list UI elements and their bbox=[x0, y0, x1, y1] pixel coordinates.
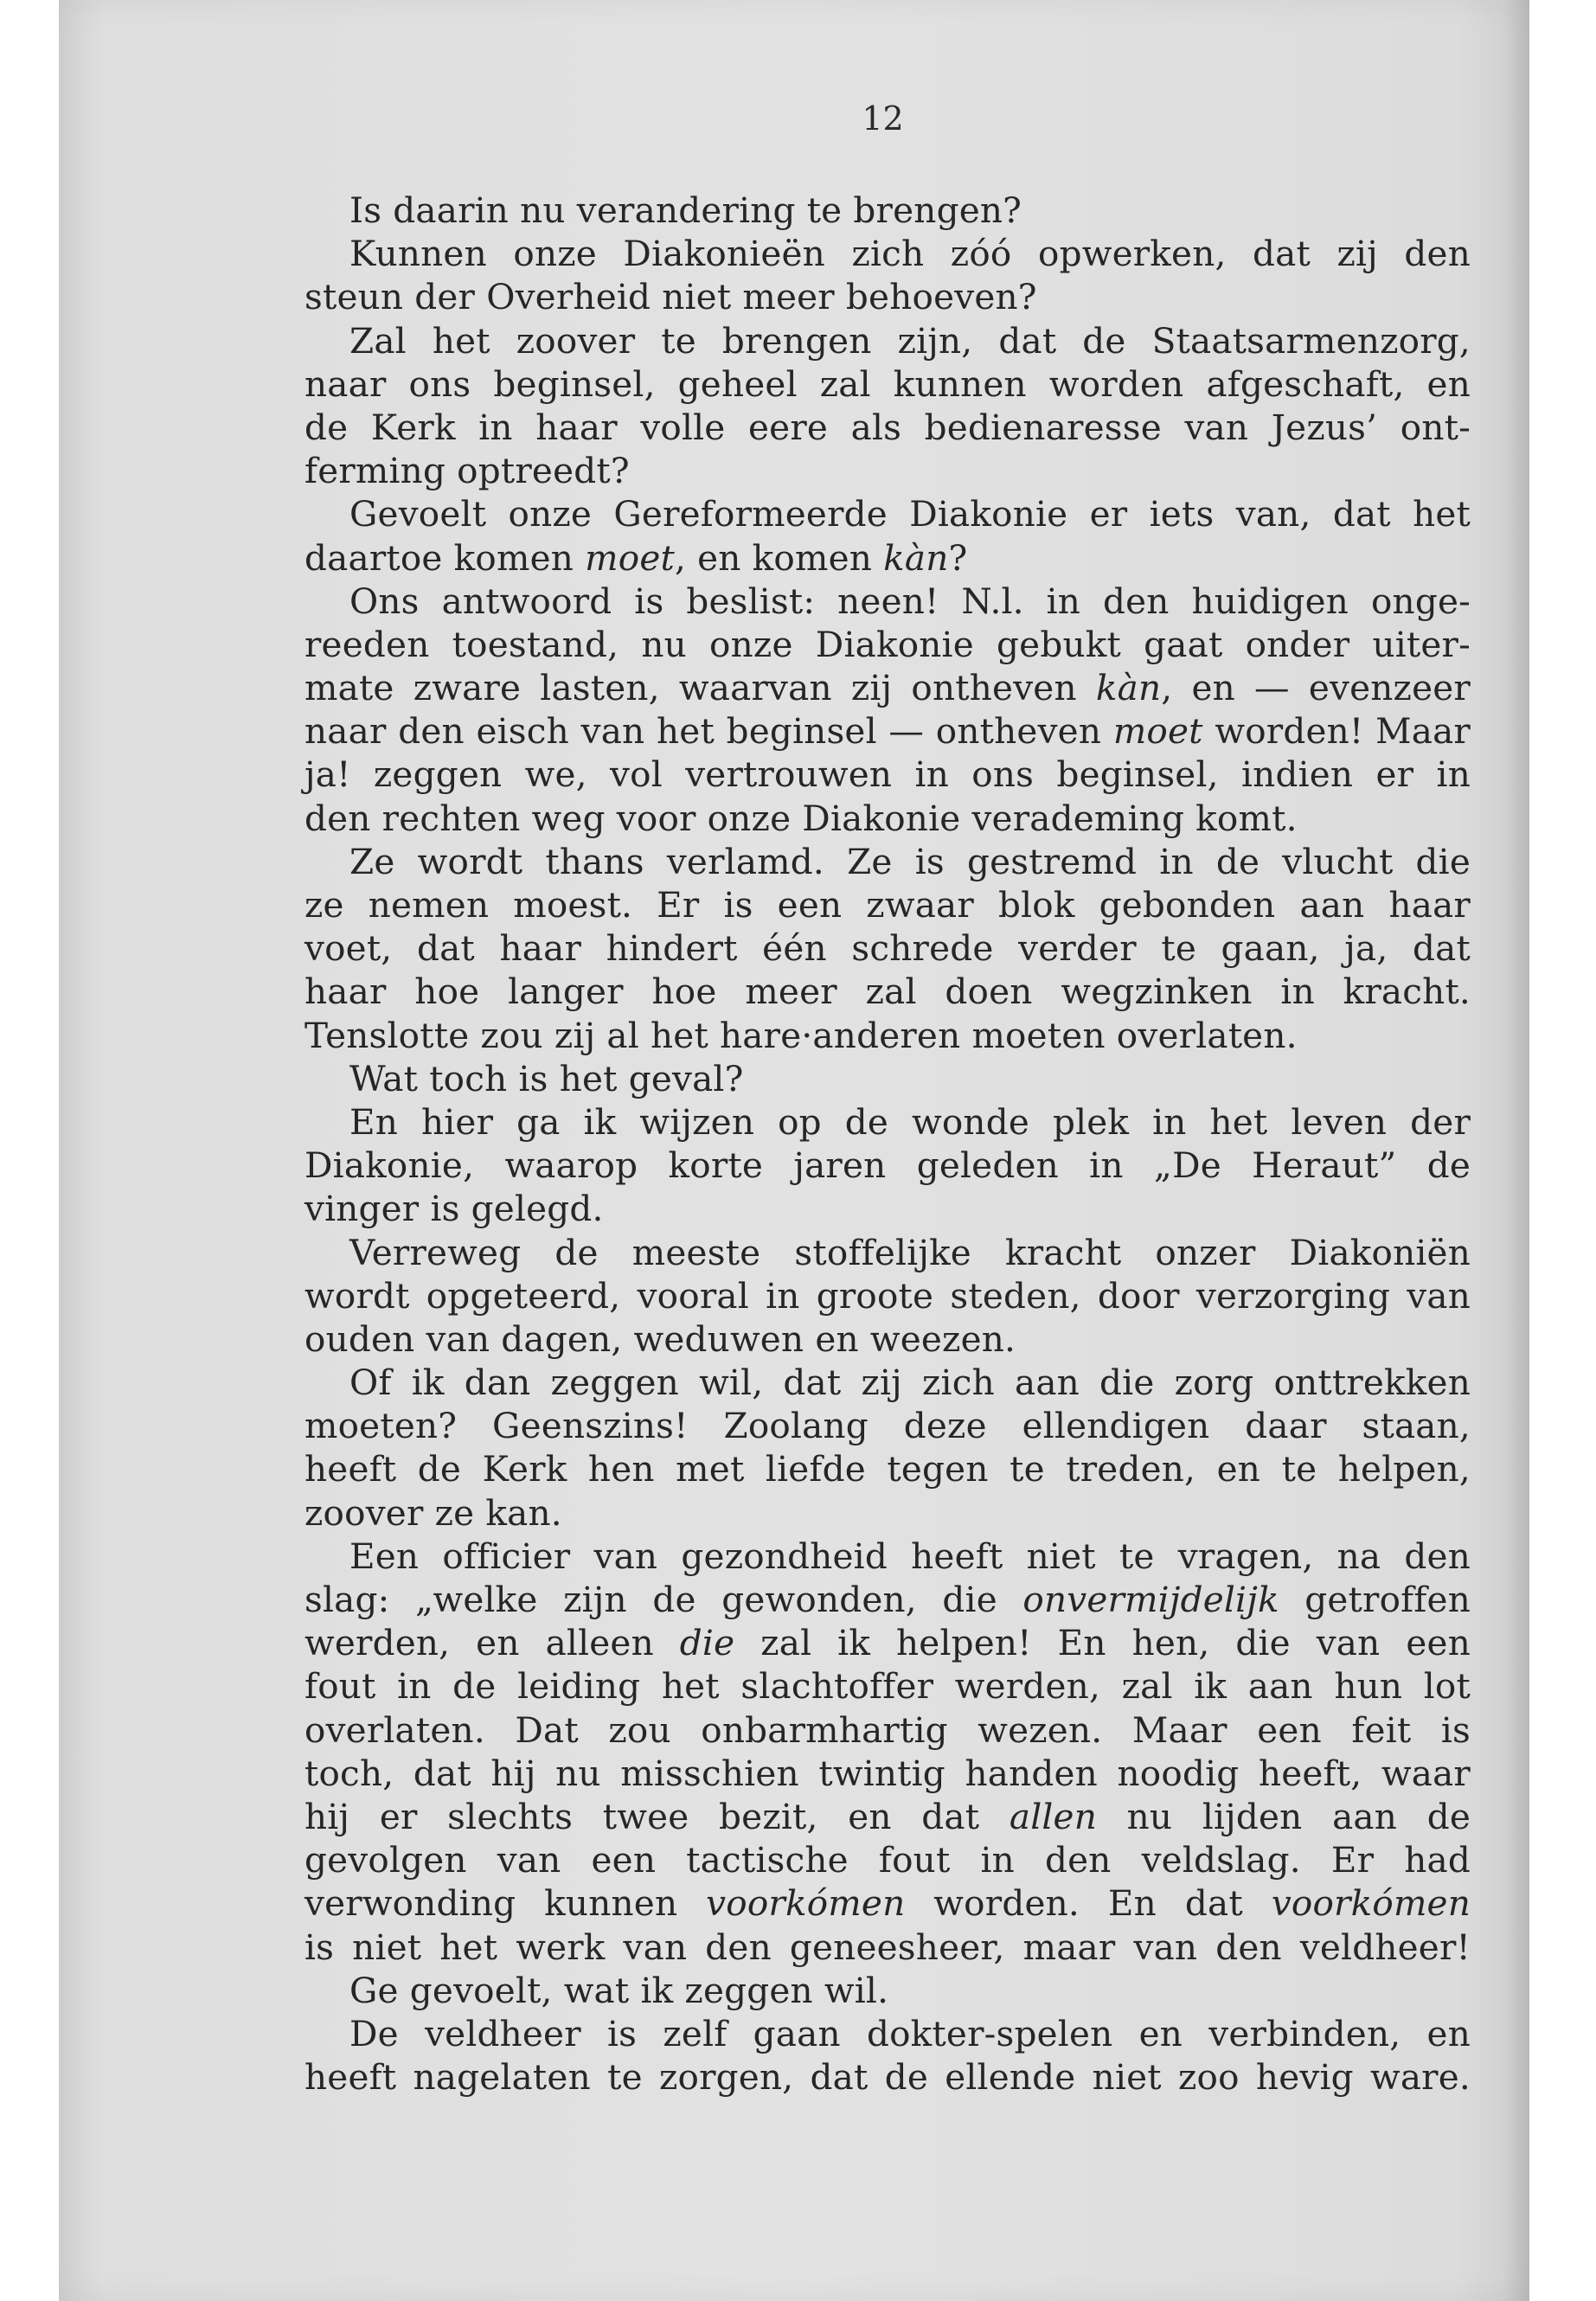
text-run: Is daarin nu verandering te brengen? bbox=[349, 189, 1022, 231]
text-run: Ge gevoelt, wat ik zeggen wil. bbox=[349, 1969, 889, 2011]
text-line bbox=[304, 189, 1471, 232]
text-run: naar den eisch van het beginsel — ontheven bbox=[304, 710, 1113, 753]
text-run: wordt opgeteerd, vooral in groote steden, door verzorging van bbox=[304, 1274, 1471, 1317]
text-line bbox=[304, 1838, 1471, 1881]
text-run: Ons antwoord is beslist: neen! N.l. in den huidigen onge- bbox=[349, 580, 1471, 622]
text-run: steun der Overheid niet meer behoeven? bbox=[304, 276, 1037, 318]
text-run: moeten? Geenszins! Zoolang deze ellendigen daar staan, bbox=[304, 1405, 1471, 1447]
text-line bbox=[304, 1535, 1471, 1578]
text-run: ferming optreedt? bbox=[304, 450, 630, 492]
text-run: zal ik helpen! En hen, die van een bbox=[734, 1622, 1471, 1664]
text-line bbox=[304, 1274, 1471, 1317]
text-run: De veldheer is zelf gaan dokter-spelen en verbinden, en bbox=[349, 2012, 1471, 2054]
italic-text: allen bbox=[1009, 1795, 1097, 1837]
text-line bbox=[304, 1969, 1471, 2012]
body-text bbox=[304, 189, 1471, 2099]
text-run: zoover ze kan. bbox=[304, 1491, 562, 1534]
text-run: worden! Maar bbox=[1202, 710, 1471, 753]
italic-text: moet bbox=[585, 536, 675, 579]
italic-text: die bbox=[679, 1622, 735, 1664]
italic-text: onvermijdelijk bbox=[1022, 1579, 1279, 1620]
text-run: vinger is gelegd. bbox=[304, 1188, 604, 1230]
text-line bbox=[304, 1404, 1471, 1447]
text-line bbox=[304, 840, 1471, 883]
text-run: overlaten. Dat zou onbarmhartig wezen. Maar een feit is bbox=[304, 1708, 1471, 1751]
text-line bbox=[304, 1231, 1471, 1274]
page-spine-shadow bbox=[1503, 0, 1529, 2301]
italic-text: kàn bbox=[1095, 667, 1162, 709]
text-line bbox=[304, 883, 1471, 926]
text-line bbox=[304, 406, 1471, 449]
text-line bbox=[304, 1926, 1471, 1969]
text-line bbox=[304, 1361, 1471, 1404]
text-line bbox=[304, 449, 1471, 492]
text-line bbox=[304, 1100, 1471, 1144]
italic-text: moet bbox=[1112, 710, 1203, 753]
text-run: werden, en alleen bbox=[304, 1622, 680, 1664]
text-run: Ze wordt thans verlamd. Ze is gestremd in de vlucht die bbox=[349, 840, 1471, 882]
text-line bbox=[304, 362, 1471, 406]
text-line bbox=[304, 1491, 1471, 1535]
text-run: Tenslotte zou zij al het hare·anderen moeten overlaten. bbox=[304, 1014, 1298, 1056]
text-run: hij er slechts twee bezit, en dat bbox=[304, 1795, 1010, 1837]
page-number: 12 bbox=[862, 99, 904, 138]
text-line bbox=[304, 492, 1471, 535]
text-run: gevolgen van een tactische fout in den veldslag. Er had bbox=[304, 1839, 1471, 1881]
text-line bbox=[304, 319, 1471, 362]
italic-text: voorkómen bbox=[706, 1882, 906, 1925]
text-run: voet, dat haar hindert één schrede verder te gaan, ja, dat bbox=[304, 927, 1471, 970]
text-run: , en — evenzeer bbox=[1161, 667, 1471, 709]
text-line bbox=[304, 926, 1471, 970]
text-run: Kunnen onze Diakonieën zich zóó opwerken, dat zij den bbox=[349, 233, 1471, 275]
text-run: ze nemen moest. Er is een zwaar blok gebonden aan haar bbox=[304, 884, 1471, 926]
text-run: mate zware lasten, waarvan zij ontheven bbox=[304, 667, 1096, 709]
text-run: fout in de leiding het slachtoffer werden, zal ik aan hun lot bbox=[304, 1665, 1471, 1708]
italic-text: kàn bbox=[883, 536, 949, 579]
text-line bbox=[304, 1057, 1471, 1100]
text-line bbox=[304, 1447, 1471, 1490]
text-line bbox=[304, 1014, 1471, 1057]
text-run: reeden toestand, nu onze Diakonie gebukt gaat onder uiter- bbox=[304, 623, 1471, 665]
text-run: de Kerk in haar volle eere als bedienaresse van Jezus’ ont- bbox=[304, 406, 1471, 448]
text-line bbox=[304, 1621, 1471, 1664]
text-line bbox=[304, 1881, 1471, 1925]
text-line bbox=[304, 623, 1471, 666]
text-line bbox=[304, 1664, 1471, 1708]
text-run: Diakonie, waarop korte jaren geleden in „De Heraut” de bbox=[304, 1144, 1471, 1187]
text-run: verwonding kunnen bbox=[304, 1882, 707, 1925]
text-line bbox=[304, 580, 1471, 623]
text-line bbox=[304, 666, 1471, 709]
text-run: den rechten weg voor onze Diakonie verademing komt. bbox=[304, 797, 1298, 839]
text-line bbox=[304, 1708, 1471, 1752]
text-line bbox=[304, 536, 1471, 580]
text-run: is niet het werk van den geneesheer, maar van den veldheer! bbox=[304, 1926, 1471, 1968]
text-line bbox=[304, 1752, 1471, 1795]
text-line bbox=[304, 1144, 1471, 1187]
text-run: haar hoe langer hoe meer zal doen wegzinken in kracht. bbox=[304, 971, 1471, 1013]
text-line bbox=[304, 1187, 1471, 1230]
italic-text: voorkómen bbox=[1271, 1882, 1471, 1925]
text-run: Wat toch is het geval? bbox=[349, 1057, 744, 1099]
text-run: naar ons beginsel, geheel zal kunnen worden afgeschaft, en bbox=[304, 362, 1471, 405]
text-run: Gevoelt onze Gereformeerde Diakonie er iets van, dat het bbox=[349, 493, 1471, 535]
text-line bbox=[304, 753, 1471, 796]
text-line bbox=[304, 1795, 1471, 1838]
text-run: daartoe komen bbox=[304, 536, 586, 579]
text-run: worden. En dat bbox=[905, 1882, 1272, 1925]
text-line bbox=[304, 275, 1471, 318]
text-line bbox=[304, 970, 1471, 1013]
text-run: toch, dat hij nu misschien twintig handen noodig heeft, waar bbox=[304, 1752, 1471, 1794]
text-run: Of ik dan zeggen wil, dat zij zich aan die zorg onttrekken bbox=[349, 1362, 1471, 1404]
text-run: slag: „welke zijn de gewonden, die bbox=[304, 1579, 1023, 1620]
text-run: Verreweg de meeste stoffelijke kracht onzer Diakoniën bbox=[349, 1231, 1471, 1273]
text-line bbox=[304, 1317, 1471, 1361]
text-run: ouden van dagen, weduwen en weezen. bbox=[304, 1317, 1016, 1360]
text-line bbox=[304, 2012, 1471, 2055]
text-run: ? bbox=[948, 536, 968, 579]
text-run: Een officier van gezondheid heeft niet te vragen, na den bbox=[349, 1535, 1471, 1577]
text-run: heeft de Kerk hen met liefde tegen te treden, en te helpen, bbox=[304, 1448, 1471, 1490]
text-run: ja! zeggen we, vol vertrouwen in ons beginsel, indien er in bbox=[304, 753, 1471, 796]
text-line bbox=[304, 2055, 1471, 2099]
text-line bbox=[304, 232, 1471, 275]
text-run: nu lijden aan de bbox=[1096, 1795, 1471, 1837]
text-run: heeft nagelaten te zorgen, dat de ellende niet zoo hevig ware. bbox=[304, 2056, 1471, 2099]
text-line bbox=[304, 709, 1471, 753]
text-run: getroffen bbox=[1279, 1579, 1471, 1620]
text-run: , en komen bbox=[674, 536, 884, 579]
text-run: Zal het zoover te brengen zijn, dat de Staatsarmenzorg, bbox=[349, 319, 1471, 362]
text-line bbox=[304, 1578, 1471, 1621]
text-line bbox=[304, 797, 1471, 840]
text-run: En hier ga ik wijzen op de wonde plek in het leven der bbox=[349, 1100, 1471, 1143]
